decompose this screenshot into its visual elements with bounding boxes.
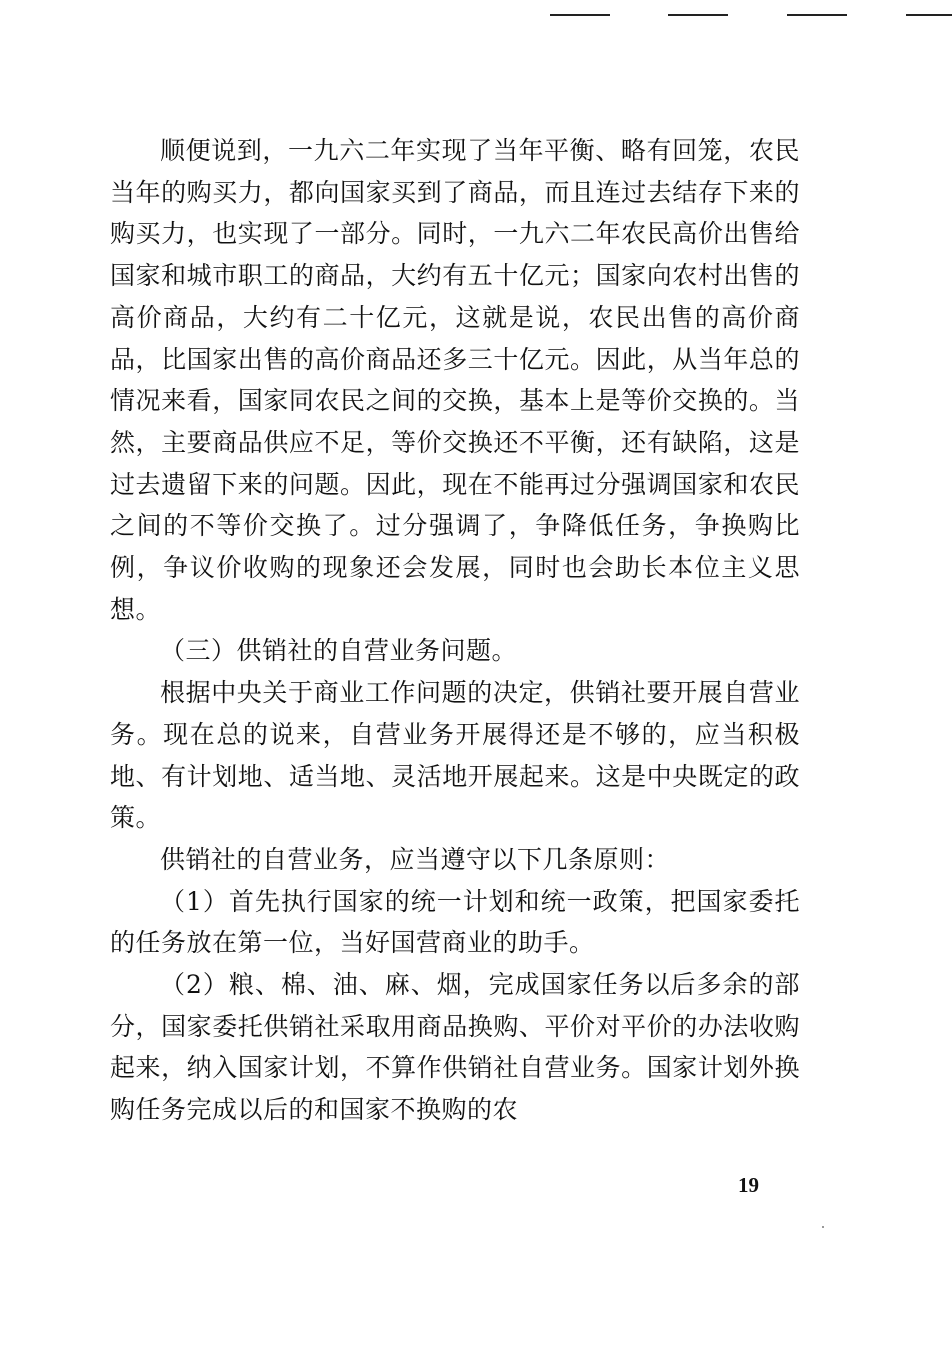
- header-rule: [550, 14, 610, 16]
- scan-speck: [822, 1226, 824, 1228]
- paragraph-principle-2: （2）粮、棉、油、麻、烟，完成国家任务以后多余的部分，国家委托供销社采取用商品换购、平价对平价的办法收购起来，纳入国家计划，不算作供销社自营业务。国家计划外换购任务完成以后的和国家不换购的农: [110, 970, 800, 1125]
- paragraph-exchange-balance: 顺便说到，一九六二年实现了当年平衡、略有回笼，农民当年的购买力，都向国家买到了商品，而且连过去结存下来的购买力，也实现了一部分。同时，一九六二年农民高价出售给国家和城市职工的商品，大约有五十亿元；国家向农村出售的高价商品，大约有二十亿元，这就是说，农民出售的高价商品，比国家出售的高价商品还多三十亿元。因此，从当年总的情况来看，国家同农民之间的交换，基本上是等价交换的。当然，主要商品供应不足，等价交换还不平衡，还有缺陷，这是过去遗留下来的问题。因此，现在不能再过分强调国家和农民之间的不等价交换了。过分强调了，争降低任务，争换购比例，争议价收购的现象还会发展，同时也会助长本位主义思想。: [110, 136, 800, 624]
- header-rule: [668, 14, 728, 16]
- header-rule: [906, 14, 952, 16]
- paragraph-principles-intro: 供销社的自营业务，应当遵守以下几条原则：: [160, 844, 671, 874]
- page-body: [110, 130, 800, 1131]
- paragraph-central-decision: 根据中央关于商业工作问题的决定，供销社要开展自营业务。现在总的说来，自营业务开展得还是不够的，应当积极地、有计划地、适当地、灵活地开展起来。这是中央既定的政策。: [110, 678, 800, 833]
- header-rules: [550, 14, 952, 20]
- paragraph-principle-1: （1）首先执行国家的统一计划和统一政策，把国家委托的任务放在第一位，当好国营商业的助手。: [110, 886, 800, 958]
- page-number: 19: [738, 1173, 759, 1197]
- header-rule: [787, 14, 847, 16]
- section-heading-self-operated: （三）供销社的自营业务问题。: [160, 636, 518, 666]
